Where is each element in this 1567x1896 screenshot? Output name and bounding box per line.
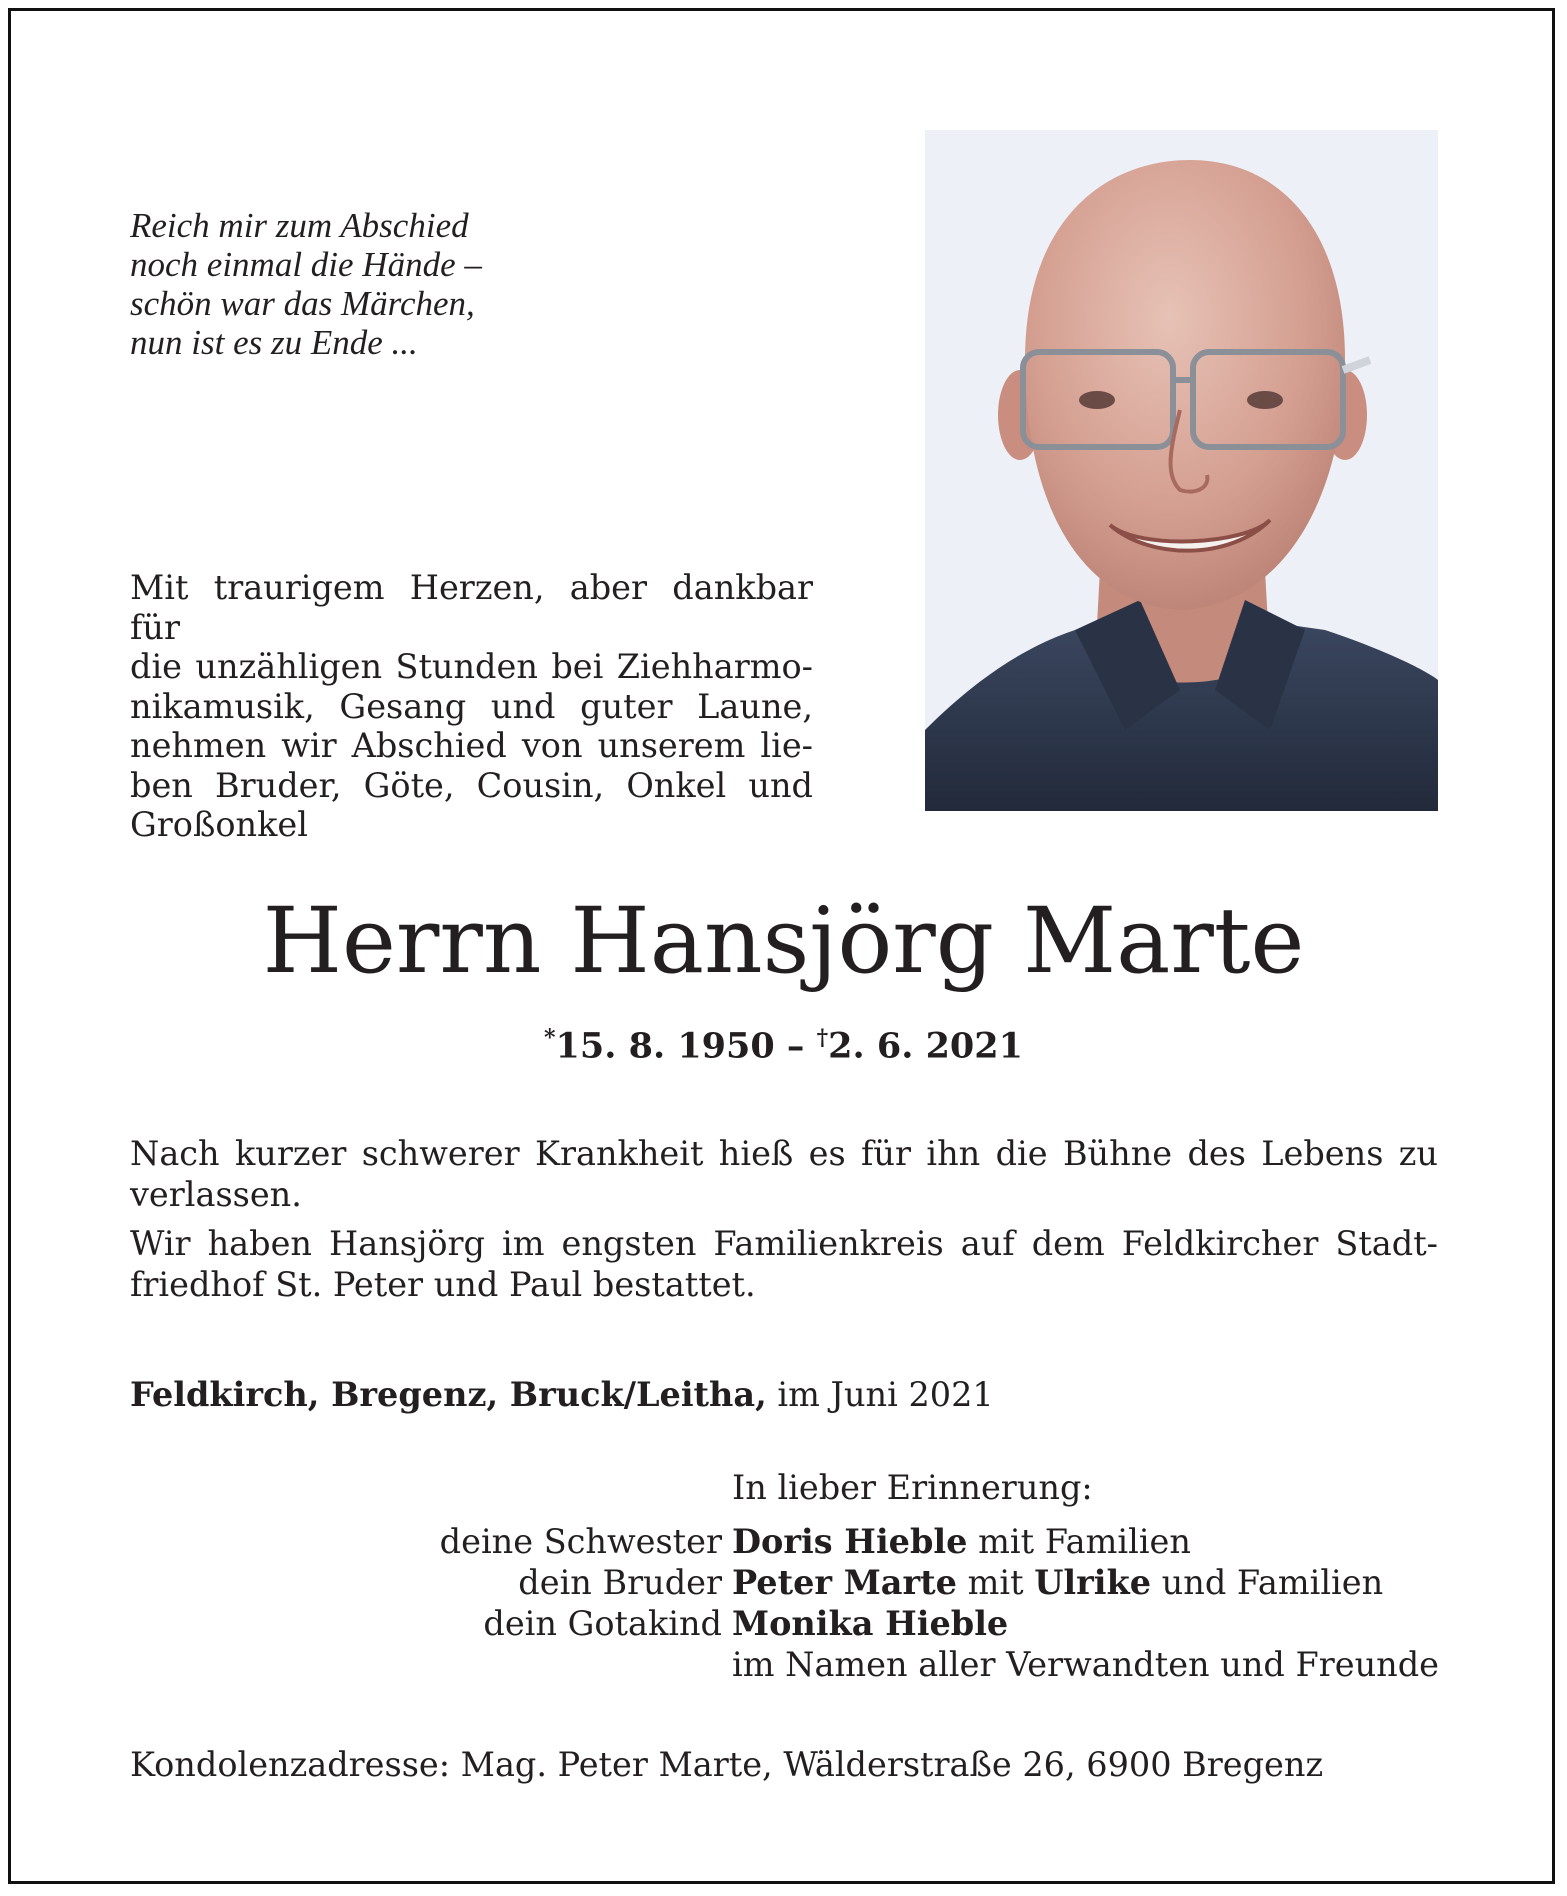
intro-line: die unzähligen Stunden bei Ziehharmo- — [130, 647, 813, 686]
condolence-address: Kondolenzadresse: Mag. Peter Marte, Wälderstraße 26, 6900 Bregenz — [130, 1745, 1324, 1784]
poem-quote — [130, 206, 630, 362]
signer-relation: dein Gotakind — [483, 1604, 722, 1643]
portrait-illustration — [925, 130, 1438, 811]
body-paragraph — [130, 1223, 1438, 1305]
intro-line: ben Bruder, Göte, Cousin, Onkel und — [130, 765, 813, 805]
birth-date: 15. 8. 1950 — [555, 1025, 775, 1067]
signer-names — [732, 1562, 1383, 1603]
death-date: 2. 6. 2021 — [828, 1025, 1023, 1067]
quote-line: nun ist es zu Ende ... — [130, 323, 418, 362]
signer-name: Monika Hieble — [732, 1604, 1009, 1643]
body-line: friedhof St. Peter und Paul bestattet. — [130, 1265, 756, 1304]
birth-symbol: * — [544, 1025, 556, 1051]
deceased-name: Herrn Hansjörg Marte — [262, 889, 1305, 994]
body-paragraph — [130, 1133, 1438, 1215]
signer-names — [732, 1603, 1008, 1644]
quote-line: schön war das Märchen, — [130, 284, 475, 323]
body-text — [130, 1133, 1438, 1305]
place-and-date — [130, 1375, 994, 1414]
signer-name: Peter Marte — [732, 1563, 957, 1602]
quote-line: noch einmal die Hände – — [130, 245, 482, 284]
signer-mid: mit — [956, 1563, 1035, 1602]
intro-line: Mit traurigem Herzen, aber dankbar für — [130, 568, 813, 647]
signer-names — [732, 1521, 1191, 1562]
signer-relation: dein Bruder — [518, 1563, 722, 1602]
death-symbol: † — [816, 1025, 829, 1051]
signer-row — [0, 1603, 1567, 1644]
signer-mid: mit Familien — [967, 1522, 1191, 1561]
closing-line: im Namen aller Verwandten und Freunde — [732, 1645, 1440, 1684]
signer-row — [0, 1644, 1567, 1685]
cities: Feldkirch, Bregenz, Bruck/Leitha, — [130, 1375, 767, 1414]
signer-row — [0, 1521, 1567, 1562]
signer-name: Ulrike — [1034, 1563, 1152, 1602]
body-line: Nach kurzer schwerer Krankheit hieß es für ihn die Bühne des Lebens zu — [130, 1134, 1438, 1173]
signer-name: Doris Hieble — [732, 1522, 968, 1561]
body-line: verlassen. — [130, 1175, 302, 1214]
signer-relation: deine Schwester — [439, 1522, 722, 1561]
signers-list — [0, 1521, 1567, 1685]
date-separator: – — [774, 1025, 817, 1067]
month-year: im Juni 2021 — [766, 1375, 994, 1414]
memory-heading: In lieber Erinnerung: — [732, 1468, 1093, 1507]
life-dates — [0, 1025, 1567, 1067]
quote-line: Reich mir zum Abschied — [130, 206, 469, 245]
signer-tail: und Familien — [1151, 1563, 1384, 1602]
body-line: Wir haben Hansjörg im engsten Familienkreis auf dem Feldkircher Stadt- — [130, 1224, 1438, 1263]
intro-line: nikamusik, Gesang und guter Laune, — [130, 686, 813, 726]
intro-text — [130, 568, 813, 845]
intro-line: Großonkel — [130, 805, 308, 844]
signer-row — [0, 1562, 1567, 1603]
portrait-photo — [925, 130, 1438, 811]
intro-line: nehmen wir Abschied von unserem lie- — [130, 726, 813, 765]
